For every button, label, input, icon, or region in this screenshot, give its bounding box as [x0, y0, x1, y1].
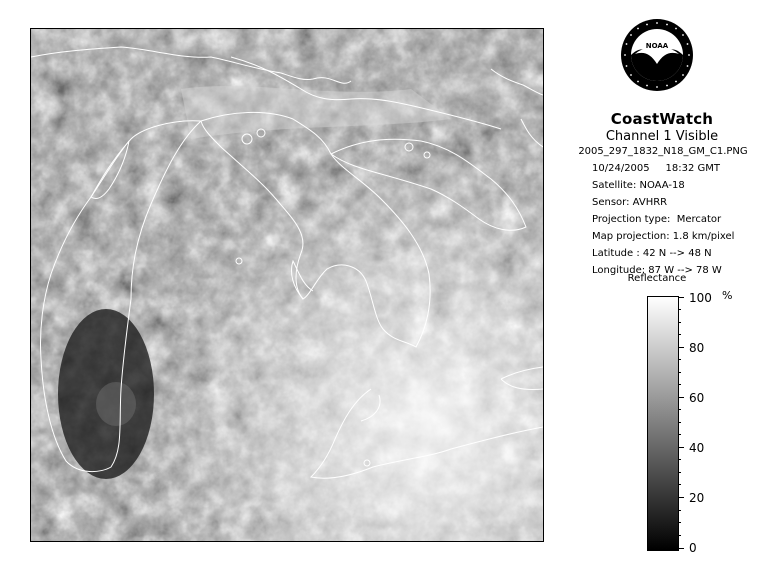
tick-mark [678, 497, 684, 498]
minor-tick [678, 484, 681, 485]
minor-tick [678, 322, 681, 323]
satellite-image [31, 29, 543, 541]
minor-tick [678, 472, 681, 473]
tick-label: 0 [689, 541, 697, 555]
legend-title: Reflectance [627, 273, 687, 284]
minor-tick [678, 334, 681, 335]
minor-tick [678, 510, 681, 511]
minor-tick [678, 372, 681, 373]
logo-text: NOAA [645, 42, 669, 50]
satellite-map [30, 28, 544, 542]
reflectance-colorbar [647, 296, 679, 551]
noaa-logo [620, 18, 694, 92]
minor-tick [678, 309, 681, 310]
tick-mark [678, 347, 684, 348]
tick-mark [678, 397, 684, 398]
minor-tick [678, 522, 681, 523]
minor-tick [678, 409, 681, 410]
tick-label: 100 [689, 291, 712, 305]
tick-label: 40 [689, 441, 705, 455]
projection-type-label: Projection type: Mercator [592, 214, 722, 225]
satellite-label: Satellite: NOAA-18 [592, 180, 685, 191]
minor-tick [678, 384, 681, 385]
product-title: CoastWatch [610, 110, 714, 128]
tick-mark [678, 447, 684, 448]
minor-tick [678, 535, 681, 536]
tick-label: 20 [689, 491, 705, 505]
filename-label: 2005_297_1832_N18_GM_C1.PNG [578, 146, 748, 157]
sensor-label: Sensor: AVHRR [592, 197, 668, 208]
minor-tick [678, 434, 681, 435]
map-projection-label: Map projection: 1.8 km/pixel [592, 231, 735, 242]
legend-unit: % [722, 289, 733, 302]
lake-haze [96, 382, 136, 426]
minor-tick [678, 422, 681, 423]
tick-label: 60 [689, 391, 705, 405]
minor-tick [678, 359, 681, 360]
channel-label: Channel 1 Visible [605, 129, 719, 144]
tick-label: 80 [689, 341, 705, 355]
latitude-label: Latitude : 42 N --> 48 N [592, 248, 712, 259]
datetime-label: 10/24/2005 18:32 GMT [592, 163, 721, 174]
tick-mark [678, 297, 684, 298]
longitude-label: Longitude: 87 W --> 78 W [592, 265, 722, 276]
tick-mark [678, 548, 684, 549]
minor-tick [678, 459, 681, 460]
